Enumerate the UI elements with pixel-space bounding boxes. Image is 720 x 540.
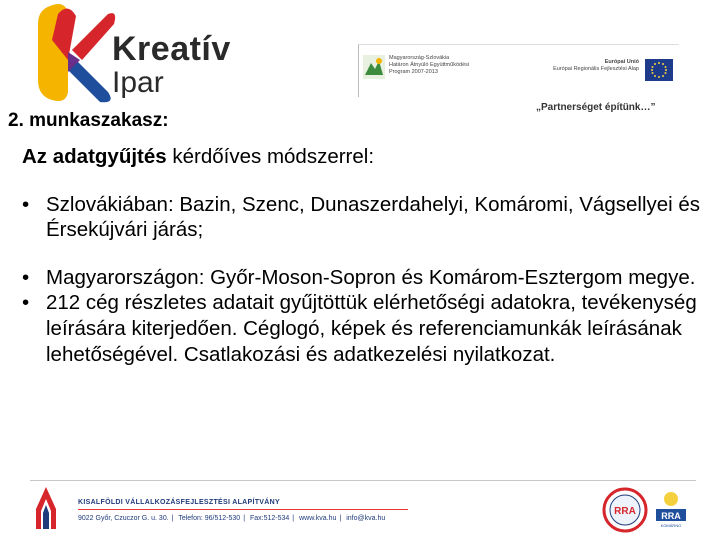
section-heading: 2. munkaszakasz: [8, 110, 169, 131]
footer-address: 9022 Győr, Czuczor G. u. 30. [78, 515, 169, 522]
list-item [22, 265, 702, 291]
intro-bold: Az adatgyűjtés [22, 145, 167, 168]
bullet-text: Szlovákiában: Bazin, Szenc, Dunaszerdahelyi, Komáromi, Vágsellyei és Érsekújvári járás; [46, 192, 701, 242]
footer-email: info@kva.hu [346, 515, 386, 522]
footer-divider [78, 509, 408, 510]
footer-contact: 9022 Győr, Czuczor G. u. 30. | Telefon: 96/512-530 | Fax:512-534 | www.kva.hu | info@kva.hu [78, 515, 386, 522]
rra-badge-icon [602, 487, 648, 533]
rra-logo-sub: KOMÁRNO [660, 523, 682, 528]
footer-org-name: KISALFÖLDI VÁLLALKOZÁSFEJLESZTÉSI ALAPÍTVÁNY [78, 499, 280, 506]
partner-logos-box [358, 44, 679, 97]
main-content [22, 144, 702, 367]
rra-komarno-logo-icon [654, 489, 688, 529]
hu-sk-program-text [389, 55, 469, 76]
k-logo-icon [28, 0, 118, 105]
hu-sk-line-1: Magyarország-Szlovákia [389, 55, 450, 61]
bullet-text: Magyarországon: Győr-Moson-Sopron és Komárom-Esztergom megye. [46, 265, 696, 289]
bullet-dot: • [22, 291, 30, 315]
kva-arrow-logo-icon [34, 485, 58, 531]
bullet-dot: • [22, 192, 30, 216]
eu-text [519, 59, 639, 73]
bullet-text: 212 cég részletes adatait gyűjtöttük elérhetőségi adatokra, tevékenység leírására kiterjedően. Céglogó, képek és referenciamunkák leírásának lehetőségével. Csatlakozási és adatkezelési nyilatkozat. [46, 291, 697, 366]
hu-sk-line-2: Határon Átnyúló Együttműködési [389, 62, 470, 68]
list-item [22, 192, 702, 243]
eu-line-1: Európai Unió [604, 59, 639, 65]
bullet-list [22, 192, 702, 368]
footer-phone: Telefon: 96/512-530 [178, 515, 241, 522]
rra-logo-text: RRA [661, 511, 681, 521]
slogan: „Partnerséget építünk…” [536, 102, 656, 113]
logo-word-kreativ: Kreatív [112, 30, 231, 68]
footer [30, 480, 696, 537]
kreativ-ipar-logo [28, 0, 268, 105]
bullet-dot: • [22, 265, 30, 289]
footer-fax: Fax:512-534 [249, 515, 290, 522]
footer-website: www.kva.hu [299, 515, 337, 522]
intro-rest: kérdőíves módszerrel: [166, 145, 375, 168]
logo-word-ipar: Ipar [112, 66, 164, 99]
eu-flag-icon [645, 59, 673, 81]
rra-badge-text: RRA [614, 506, 636, 517]
hu-sk-program-icon [363, 55, 385, 79]
hu-sk-line-3: Program 2007-2013 [389, 69, 438, 75]
eu-line-2: Európai Regionális Fejlesztési Alap [553, 66, 639, 72]
list-item [22, 290, 702, 367]
intro-line [22, 144, 702, 170]
